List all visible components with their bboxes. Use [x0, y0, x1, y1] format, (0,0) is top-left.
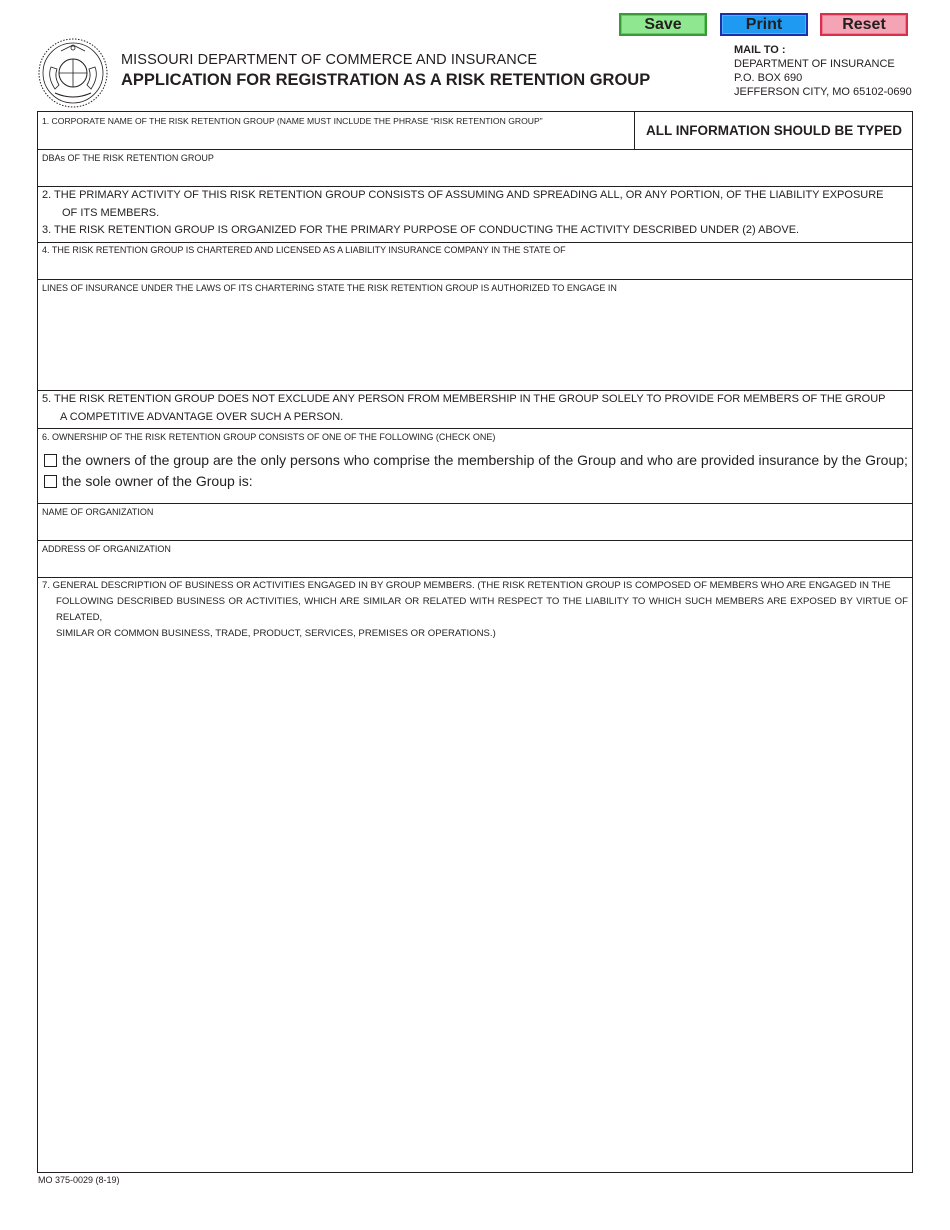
statement-3 — [42, 221, 908, 239]
ownership-members-text: the owners of the group are the only persons who comprise the membership of the Group and who are provided insurance by the Group; — [62, 452, 908, 468]
org-address-field[interactable] — [40, 555, 910, 577]
mail-to-heading: MAIL TO : — [734, 44, 786, 56]
org-address-label: ADDRESS OF ORGANIZATION — [42, 544, 171, 554]
print-button[interactable]: Print — [720, 13, 808, 36]
mail-line-department: DEPARTMENT OF INSURANCE — [734, 58, 895, 70]
ownership-option-members[interactable] — [44, 452, 908, 468]
statement-3-text: 3. THE RISK RETENTION GROUP IS ORGANIZED FOR THE PRIMARY PURPOSE OF CONDUCTING THE ACTIVITY DESCRIBED UNDER (2) ABOVE. — [42, 224, 800, 236]
typed-notice: ALL INFORMATION SHOULD BE TYPED — [634, 112, 913, 149]
ownership-option-sole-owner[interactable] — [44, 473, 253, 489]
business-description-line-2: FOLLOWING DESCRIBED BUSINESS OR ACTIVITIES, WHICH ARE SIMILAR OR RELATED WITH RESPECT TO THE LIABILITY TO WHICH SUCH MEMBERS ARE EXPOSED BY VIRTUE OF RELATED, — [56, 596, 908, 623]
statement-2-line-2: OF ITS MEMBERS. — [62, 207, 160, 219]
mail-line-po-box: P.O. BOX 690 — [734, 72, 803, 84]
mail-line-city: JEFFERSON CITY, MO 65102-0690 — [734, 86, 912, 98]
chartering-state-label: 4. THE RISK RETENTION GROUP IS CHARTERED AND LICENSED AS A LIABILITY INSURANCE COMPANY IN THE STATE OF — [42, 245, 566, 255]
dba-field[interactable] — [40, 164, 910, 186]
dba-label: DBAs OF THE RISK RETENTION GROUP — [42, 153, 214, 163]
divider — [38, 242, 912, 243]
ownership-sole-owner-checkbox[interactable] — [44, 475, 57, 488]
divider — [38, 279, 912, 280]
ownership-members-checkbox[interactable] — [44, 454, 57, 467]
ownership-sole-owner-text: the sole owner of the Group is: — [62, 473, 253, 489]
statement-5-line-2: A COMPETITIVE ADVANTAGE OVER SUCH A PERSON. — [60, 411, 344, 423]
divider — [38, 503, 912, 504]
statement-2-line-1: 2. THE PRIMARY ACTIVITY OF THIS RISK RETENTION GROUP CONSISTS OF ASSUMING AND SPREADING ALL, OR ANY PORTION, OF THE LIABILITY EXPOSURE — [42, 189, 884, 201]
chartering-state-field[interactable] — [40, 257, 910, 279]
org-name-label: NAME OF ORGANIZATION — [42, 507, 154, 517]
statement-5 — [42, 390, 908, 426]
statement-2 — [42, 186, 908, 222]
page-title: APPLICATION FOR REGISTRATION AS A RISK RETENTION GROUP — [121, 71, 651, 89]
ownership-label: 6. OWNERSHIP OF THE RISK RETENTION GROUP CONSISTS OF ONE OF THE FOLLOWING (CHECK ONE) — [42, 432, 496, 442]
reset-button[interactable]: Reset — [820, 13, 908, 36]
lines-of-insurance-label: LINES OF INSURANCE UNDER THE LAWS OF ITS CHARTERING STATE THE RISK RETENTION GROUP IS AUTHORIZED TO ENGAGE IN — [42, 283, 617, 293]
business-description-line-3: SIMILAR OR COMMON BUSINESS, TRADE, PRODUCT, SERVICES, PREMISES OR OPERATIONS.) — [56, 628, 496, 639]
form-number: MO 375-0029 (8-19) — [38, 1175, 120, 1185]
agency-name: MISSOURI DEPARTMENT OF COMMERCE AND INSURANCE — [121, 52, 538, 68]
application-form — [37, 111, 913, 1173]
business-description-field[interactable] — [40, 632, 910, 1170]
corporate-name-field[interactable] — [40, 126, 630, 148]
divider — [38, 149, 912, 150]
lines-of-insurance-field[interactable] — [40, 295, 910, 390]
statement-5-line-1: 5. THE RISK RETENTION GROUP DOES NOT EXCLUDE ANY PERSON FROM MEMBERSHIP IN THE GROUP SOLELY TO PROVIDE FOR MEMBERS OF THE GROUP — [42, 393, 886, 405]
missouri-state-seal-icon — [37, 37, 109, 109]
divider — [38, 428, 912, 429]
corporate-name-label: 1. CORPORATE NAME OF THE RISK RETENTION GROUP (NAME MUST INCLUDE THE PHRASE “RISK RETENTION GROUP” — [42, 116, 543, 126]
divider — [38, 540, 912, 541]
save-button[interactable]: Save — [619, 13, 707, 36]
org-name-field[interactable] — [40, 518, 910, 540]
business-description-line-1: 7. GENERAL DESCRIPTION OF BUSINESS OR ACTIVITIES ENGAGED IN BY GROUP MEMBERS. (THE RISK RETENTION GROUP IS COMPOSED OF MEMBERS WHO ARE ENGAGED IN THE — [42, 580, 891, 591]
